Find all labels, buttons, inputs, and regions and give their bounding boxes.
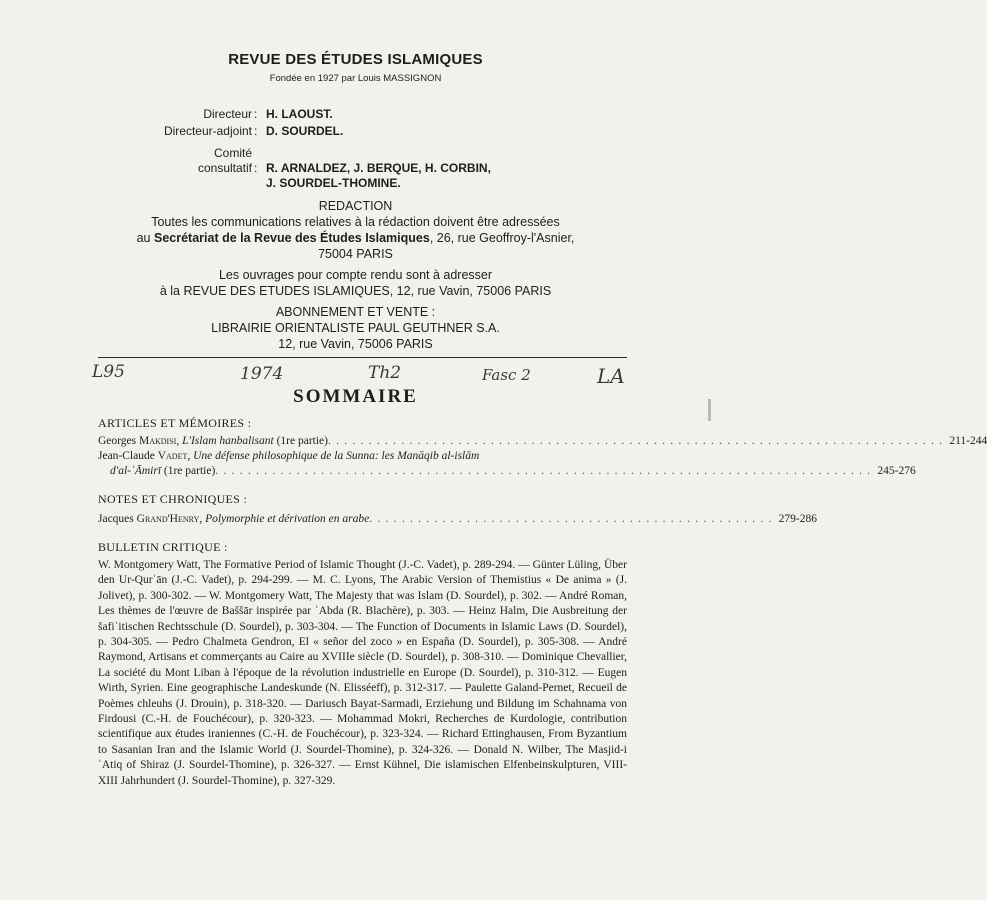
director-name: H. LAOUST. bbox=[266, 107, 333, 121]
toc-entry-line2: d'al-ʿĀmirī (1re partie) . . . . . . . . . . . . . . . . . . . . . . . . . . . . . . . . . . . . . . . . . . . . . . . . . . . . . . . . . . . . . . . . . . . . . . . . . . . . . . . . . 245-276 bbox=[110, 465, 916, 477]
divider-rule bbox=[98, 357, 627, 358]
scan-edge-mark bbox=[708, 399, 711, 421]
committee-names-line1: R. ARNALDEZ, J. BERQUE, H. CORBIN, bbox=[266, 161, 491, 175]
publisher-address: 12, rue Vavin, 75006 PARIS bbox=[278, 337, 433, 351]
redaction-line-2: au Secrétariat de la Revue des Études Islamiques, 26, rue Geoffroy-l'Asnier, bbox=[136, 231, 575, 245]
publisher-name: LIBRAIRIE ORIENTALISTE PAUL GEUTHNER S.A. bbox=[211, 321, 500, 335]
toc-entry-line1: Jean-Claude Vadet, Une défense philosophique de la Sunna: les Manāqib al-islām bbox=[98, 450, 480, 462]
bulletin-heading: BULLETIN CRITIQUE : bbox=[98, 540, 228, 554]
redaction-line-3: 75004 PARIS bbox=[318, 247, 393, 261]
bulletin-critique-text: W. Montgomery Watt, The Formative Period of Islamic Thought (J.-C. Vadet), p. 289-294. — Günter Lüling, Über den Ur-Qurʾān (J.-C. Vadet), p. 294-299. — M. C. Lyons, The Arabic Version of Themistius « De anima » (J. Jolivet), p. 300-302. — W. Montgomery Watt, The Majesty that was Islam (D. Sourdel), p. 302. — André Roman, Les thèmes de l'œuvre de Baššār inspirée par ʿAbda (R. Blachère), p. 303. — Heinz Halm, Die Ausbreitung der šafiʿitischen Rechtsschule (D. Sourdel), p. 303-304. — The Function of Documents in Islamic Laws (D. Sourdel), p. 304-305. — Pedro Chalmeta Gendron, El « señor del zoco » en España (D. Sourdel), p. 305-308. — André Raymond, Artisans et commerçants au Caire au XVIIIe siècle (D. Sourdel), p. 308-310. — Dominique Chevallier, La société du Mont Liban à l'époque de la révolution industrielle en Europe (D. Sourdel), p. 310-312. — Eugen Wirth, Syrien. Eine geographische Landeskunde (N. Elisséeff), p. 312-317. — Paulette Galand-Pernet, Recueil de Poèmes chleuhs (J. Drouin), p. 318-320. — Dariusch Bayat-Sarmadi, Erziehung und Bildung im Schahnama von Firdousi (C.-H. de Fouchécour), p. 320-323. — Mohammad Mokri, Recherches de Kurdologie, contribution scientifique aux études iraniennes (C.-H. de Fouchécour), p. 323-324. — Richard Ettinghausen, From Byzantium to Sasanian Iran and the Islamic World (J. Sourdel-Thomine), p. 324-326. — Donald N. Wilber, The Masjid-i ʿAtiq of Shiraz (J. Sourdel-Thomine), p. 326-327. — Ernst Kühnel, Die islamischen Elfenbeinskulpturen, VIII-XIII Jahrhundert (J. Sourdel-Thomine), p. 327-329. bbox=[98, 559, 627, 787]
role-director: Directeur bbox=[203, 107, 252, 121]
toc-entry: Georges Makdisi, L'Islam hanbalisant (1re partie) . . . . . . . . . . . . . . . . . . . . . . . . . . . . . . . . . . . . . . . . . . . . . . . . . . . . . . . . . . . . . . . . . . . . . . . . . . . . 211-244 bbox=[98, 435, 987, 447]
articles-heading: ARTICLES ET MÉMOIRES : bbox=[98, 416, 252, 430]
committee-names-line2: J. SOURDEL-THOMINE. bbox=[266, 176, 401, 190]
handwritten-note-5: LA bbox=[597, 364, 625, 388]
subscription-heading: ABONNEMENT ET VENTE : bbox=[275, 305, 436, 319]
handwritten-note-3: Th2 bbox=[368, 363, 402, 383]
colon: : bbox=[254, 161, 258, 175]
colon: : bbox=[254, 107, 258, 121]
deputy-director-name: D. SOURDEL. bbox=[266, 124, 344, 138]
redaction-line-1: Toutes les communications relatives à la rédaction doivent être adressées bbox=[151, 215, 560, 229]
journal-title: REVUE DES ÉTUDES ISLAMIQUES bbox=[228, 51, 483, 68]
handwritten-note-1: L95 bbox=[92, 362, 125, 382]
redaction-heading: REDACTION bbox=[318, 199, 393, 213]
reviews-line-1: Les ouvrages pour compte rendu sont à adresser bbox=[218, 268, 493, 282]
handwritten-note-2: 1974 bbox=[240, 364, 284, 384]
notes-heading: NOTES ET CHRONIQUES : bbox=[98, 492, 248, 506]
role-deputy-director: Directeur-adjoint bbox=[163, 124, 252, 138]
role-committee-line1: Comité bbox=[213, 146, 252, 160]
handwritten-note-4: Fasc 2 bbox=[482, 366, 531, 384]
role-committee-line2: consultatif bbox=[197, 161, 252, 175]
founded-note: Fondée en 1927 par Louis MASSIGNON bbox=[269, 73, 442, 84]
colon: : bbox=[254, 124, 258, 138]
toc-entry: Jacques Grand'Henry, Polymorphie et dérivation en arabe . . . . . . . . . . . . . . . . . . . . . . . . . . . . . . . . . . . . . . . . . . . . . . . . . . 279-286 bbox=[98, 513, 818, 525]
secretariat-name: Secrétariat de la Revue des Études Islamiques bbox=[153, 231, 430, 245]
sommaire-title: SOMMAIRE bbox=[293, 386, 418, 407]
reviews-line-2: à la REVUE DES ETUDES ISLAMIQUES, 12, rue Vavin, 75006 PARIS bbox=[159, 284, 552, 298]
